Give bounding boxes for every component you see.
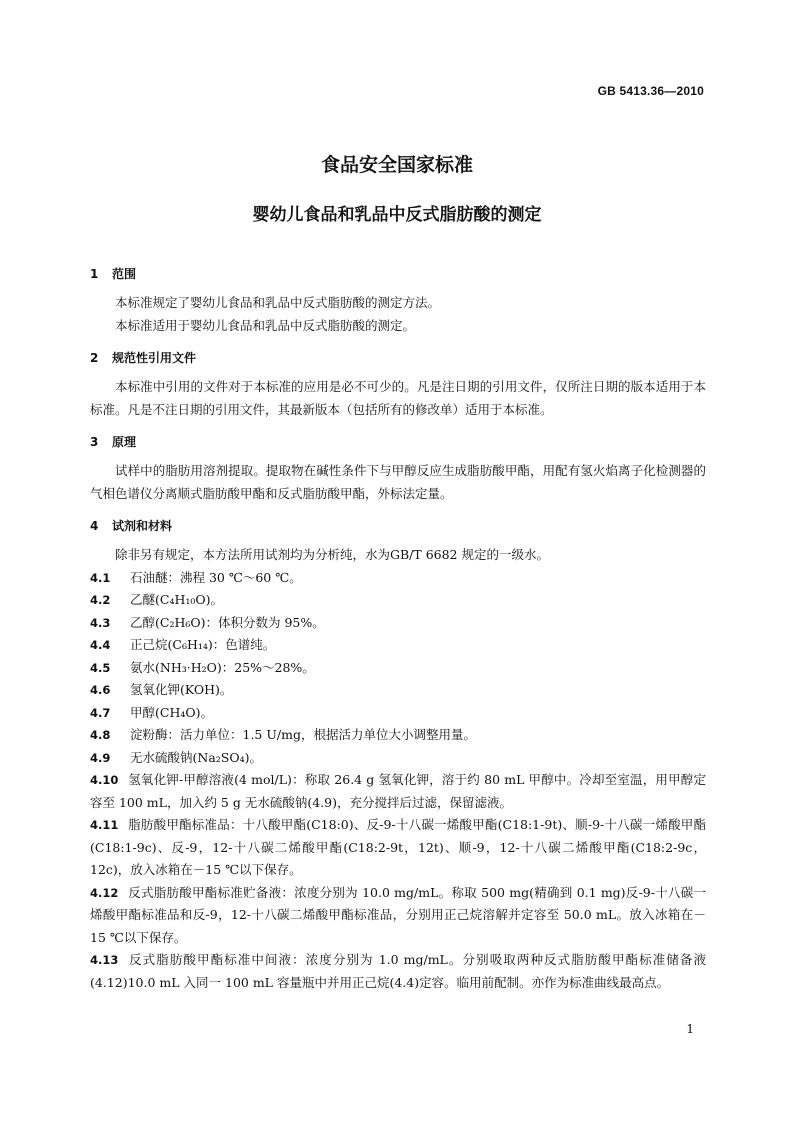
item-number: 4.12 bbox=[90, 885, 119, 900]
list-item bbox=[90, 814, 706, 882]
item-number: 4.6 bbox=[90, 683, 111, 697]
section-title: 原理 bbox=[112, 435, 137, 449]
item-text: 无水硫酸钠(Na₂SO₄)。 bbox=[130, 749, 262, 765]
item-number: 4.13 bbox=[90, 953, 119, 967]
item-number: 4.5 bbox=[90, 660, 111, 675]
item-number: 4.7 bbox=[90, 705, 111, 720]
section-title: 范围 bbox=[112, 267, 137, 281]
item-number: 4.11 bbox=[90, 818, 119, 832]
section-heading-scope bbox=[90, 264, 706, 284]
item-text: 石油醚：沸程 30 ℃～60 ℃。 bbox=[130, 569, 302, 585]
item-text: 正己烷(C₆H₁₄)：色谱纯。 bbox=[130, 637, 276, 652]
item-number: 4.9 bbox=[90, 750, 111, 765]
section-heading-reagents bbox=[90, 516, 706, 536]
list-item bbox=[90, 612, 706, 635]
list-item bbox=[90, 882, 706, 950]
list-item bbox=[90, 634, 706, 657]
list-item bbox=[90, 567, 706, 590]
item-number: 4.8 bbox=[90, 728, 111, 742]
paragraph: 本标准中引用的文件对于本标准的应用是必不可少的。凡是注日期的引用文件，仅所注日期的版本适用于本标准。凡是不注日期的引用文件，其最新版本（包括所有的修改单）适用于本标准。 bbox=[90, 379, 706, 417]
list-item bbox=[90, 769, 706, 814]
document-subtitle: 婴幼儿食品和乳品中反式脂肪酸的测定 bbox=[252, 205, 542, 225]
paragraph: 除非另有规定，本方法所用试剂均为分析纯，水为GB/T 6682 规定的一级水。 bbox=[115, 547, 549, 562]
item-text: 甲醇(CH₄O)。 bbox=[130, 704, 213, 720]
item-text: 氢氧化钾(KOH)。 bbox=[130, 682, 233, 697]
section-heading-normative-references bbox=[90, 348, 706, 368]
list-item bbox=[90, 747, 706, 770]
paragraph: 试样中的脂肪用溶剂提取。提取物在碱性条件下与甲醇反应生成脂肪酸甲酯，用配有氢火焰离子化检测器的气相色谱仪分离顺式脂肪酸甲酯和反式脂肪酸甲酯，外标法定量。 bbox=[90, 463, 706, 501]
item-text: 氨水(NH₃·H₂O)：25%～28%。 bbox=[130, 659, 315, 675]
list-item bbox=[90, 589, 706, 612]
item-text: 氢氧化钾-甲醇溶液(4 mol/L)：称取 26.4 g 氢氧化钾，溶于约 80 mL 甲醇中。冷却至室温，用甲醇定容至 100 mL，加入约 5 g 无水硫酸钠(4.9)，充分搅拌后过滤，保留滤液。 bbox=[90, 772, 706, 810]
item-text: 淀粉酶：活力单位：1.5 U/mg，根据活力单位大小调整用量。 bbox=[130, 727, 476, 742]
paragraph: 本标准规定了婴幼儿食品和乳品中反式脂肪酸的测定方法。 bbox=[115, 295, 441, 310]
document-body bbox=[90, 264, 706, 994]
section-number: 3 bbox=[90, 435, 99, 449]
list-item bbox=[90, 949, 706, 994]
item-number: 4.10 bbox=[90, 773, 119, 787]
section-number: 4 bbox=[90, 519, 99, 533]
item-number: 4.2 bbox=[90, 593, 111, 607]
item-text: 反式脂肪酸甲酯标准贮备液：浓度分别为 10.0 mg/mL。称取 500 mg(精确到 0.1 mg)反-9-十八碳一烯酸甲酯标准品和反-9，12-十八碳二烯酸甲酯标准品，分别用正己烷溶解并定容至 50.0 mL。放入冰箱在－15 ℃以下保存。 bbox=[90, 884, 706, 945]
item-text: 反式脂肪酸甲酯标准中间液：浓度分别为 1.0 mg/mL。分别吸取两种反式脂肪酸甲酯标准储备液(4.12)10.0 mL 入同一 100 mL 容量瓶中并用正己烷(4.4)定容。临用前配制。亦作为标准曲线最高点。 bbox=[90, 952, 706, 990]
list-item bbox=[90, 702, 706, 725]
item-number: 4.1 bbox=[90, 570, 111, 585]
item-number: 4.4 bbox=[90, 638, 111, 652]
item-text: 乙醚(C₄H₁₀O)。 bbox=[130, 592, 223, 607]
list-item bbox=[90, 657, 706, 680]
section-title: 试剂和材料 bbox=[112, 519, 173, 533]
item-text: 脂肪酸甲酯标准品：十八酸甲酯(C18:0)、反-9-十八碳一烯酸甲酯(C18:1-9t)、顺-9-十八碳一烯酸甲酯(C18:1-9c)、反-9，12-十八碳二烯酸甲酯(C18:2-9t，12t)、顺-9，12-十八碳二烯酸甲酯(C18:2-9c，12c)，放入冰箱在－15 ℃以下保存。 bbox=[90, 817, 706, 877]
item-text: 乙醇(C₂H₆O)：体积分数为 95%。 bbox=[130, 614, 325, 630]
section-heading-principle bbox=[90, 432, 706, 452]
list-item bbox=[90, 679, 706, 702]
document-title: 食品安全国家标准 bbox=[320, 154, 473, 176]
section-title: 规范性引用文件 bbox=[112, 351, 197, 365]
section-number: 2 bbox=[90, 351, 99, 365]
list-item bbox=[90, 724, 706, 747]
standard-code: GB 5413.36—2010 bbox=[597, 84, 704, 98]
page-number: 1 bbox=[686, 1022, 694, 1036]
section-number: 1 bbox=[90, 267, 99, 281]
paragraph: 本标准适用于婴幼儿食品和乳品中反式脂肪酸的测定。 bbox=[115, 317, 416, 333]
item-number: 4.3 bbox=[90, 615, 111, 630]
